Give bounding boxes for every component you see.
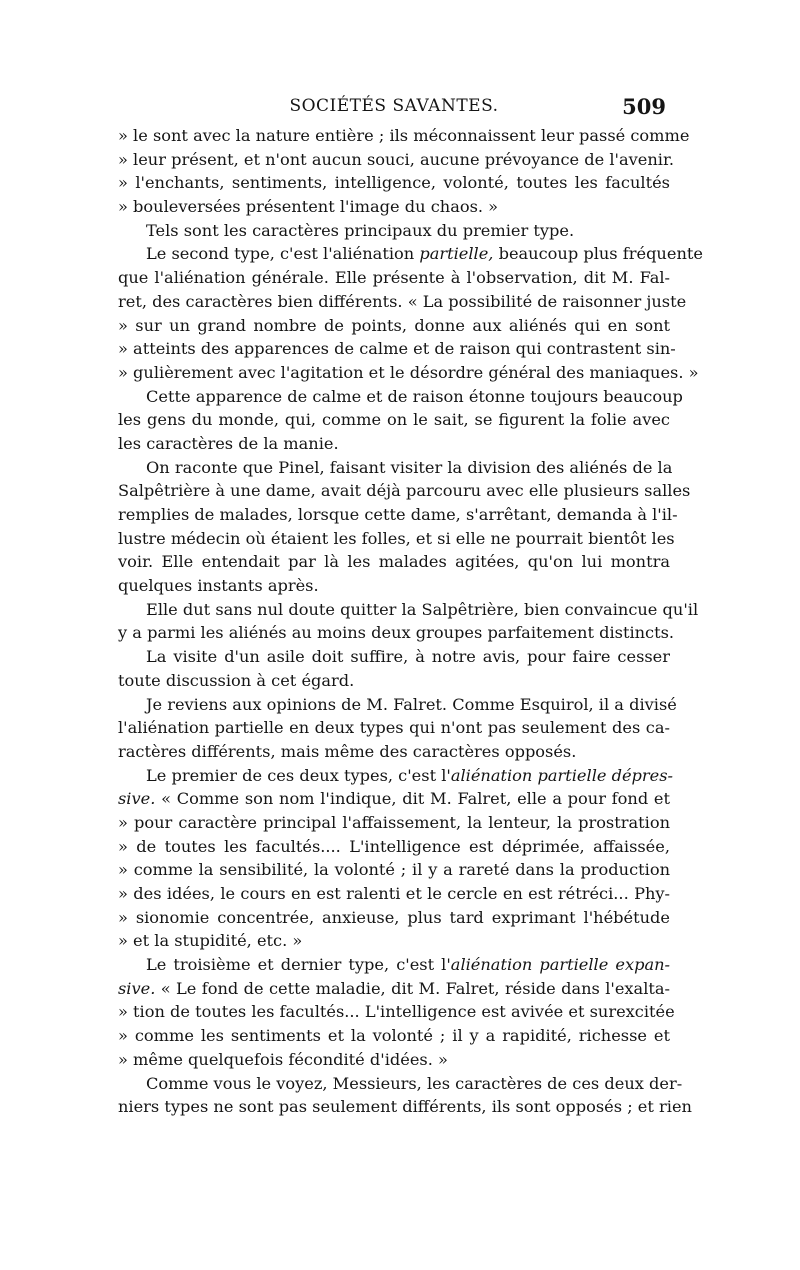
text-line: l'aliénation partielle en deux types qui n'ont pas seulement des ca-	[118, 718, 670, 738]
text-line: que l'aliénation générale. Elle présente à l'observation, dit M. Fal-	[118, 268, 670, 288]
text-line: Comme vous le voyez, Messieurs, les caractères de ces deux der-	[146, 1073, 683, 1093]
text-line: » tion de toutes les facultés... L'intelligence est avivée et surexcitée	[118, 1002, 675, 1022]
text-line: sive. « Le fond de cette maladie, dit M. Falret, réside dans l'exalta-	[118, 978, 670, 998]
text-line: Le second type, c'est l'aliénation partielle, beaucoup plus fréquente	[146, 244, 703, 264]
text-line: niers types ne sont pas seulement différents, ils sont opposés ; et rien	[118, 1097, 692, 1117]
text-line: » l'enchants, sentiments, intelligence, volonté, toutes les facultés	[118, 173, 670, 193]
text-line: les gens du monde, qui, comme on le sait, se figurent la folie avec	[118, 410, 670, 430]
page-header	[118, 94, 670, 124]
text-line: Le premier de ces deux types, c'est l'aliénation partielle dépres-	[146, 765, 673, 785]
page	[118, 94, 703, 1119]
text-line: les caractères de la manie.	[118, 433, 339, 453]
text-line: » pour caractère principal l'affaissement, la lenteur, la prostration	[118, 812, 670, 832]
text-line: Elle dut sans nul doute quitter la Salpêtrière, bien convaincue qu'il	[146, 599, 699, 619]
text-line: toute discussion à cet égard.	[118, 670, 355, 690]
italic-phrase: sive.	[118, 978, 156, 998]
italic-phrase: sive.	[118, 789, 156, 809]
text-line: sive. « Comme son nom l'indique, dit M. Falret, elle a pour fond et	[118, 789, 670, 809]
text-line: » gulièrement avec l'agitation et le désordre général des maniaques. »	[118, 362, 699, 382]
text-line: » de toutes les facultés.... L'intelligence est déprimée, affaissée,	[118, 836, 670, 856]
italic-phrase: aliénation partielle expan-	[450, 955, 670, 975]
text-line: Cette apparence de calme et de raison étonne toujours beaucoup	[146, 386, 683, 406]
text-line: ractères différents, mais même des caractères opposés.	[118, 741, 577, 761]
text-line: y a parmi les aliénés au moins deux groupes parfaitement distincts.	[118, 623, 675, 643]
text-line: » des idées, le cours en est ralenti et le cercle en est rétréci... Phy-	[118, 884, 670, 903]
text-line: » et la stupidité, etc. »	[118, 931, 303, 951]
text-line: » atteints des apparences de calme et de raison qui contrastent sin-	[118, 339, 676, 359]
text-line: Salpêtrière à une dame, avait déjà parcouru avec elle plusieurs salles	[118, 481, 691, 501]
text-line: La visite d'un asile doit suffire, à notre avis, pour faire cesser	[146, 647, 670, 667]
text-line: Tels sont les caractères principaux du premier type.	[146, 220, 575, 240]
text-line: » comme la sensibilité, la volonté ; il y a rareté dans la production	[118, 860, 670, 880]
text-line: remplies de malades, lorsque cette dame, s'arrêtant, demanda à l'il-	[118, 505, 678, 524]
running-head: SOCIÉTÉS SAVANTES.	[289, 96, 499, 116]
text-line: Le troisième et dernier type, c'est l'aliénation partielle expan-	[146, 955, 670, 975]
text-line: » leur présent, et n'ont aucun souci, aucune prévoyance de l'avenir.	[118, 149, 675, 169]
text-line: Je reviens aux opinions de M. Falret. Comme Esquirol, il a divisé	[146, 694, 677, 714]
text-line: voir. Elle entendait par là les malades agitées, qu'on lui montra	[118, 552, 670, 572]
text-line: On raconte que Pinel, faisant visiter la division des aliénés de la	[146, 457, 673, 477]
text-line: » bouleversées présentent l'image du chaos. »	[118, 197, 499, 217]
text-line: » le sont avec la nature entière ; ils méconnaissent leur passé comme	[118, 126, 690, 145]
italic-phrase: partielle,	[419, 244, 494, 264]
body-text	[118, 124, 703, 1119]
text-line: » sionomie concentrée, anxieuse, plus tard exprimant l'hébétude	[118, 907, 670, 927]
text-line: lustre médecin où étaient les folles, et si elle ne pourrait bientôt les	[118, 528, 675, 548]
text-line: quelques instants après.	[118, 576, 319, 596]
text-line: » comme les sentiments et la volonté ; il y a rapidité, richesse et	[118, 1026, 670, 1046]
page-number: 509	[622, 94, 666, 119]
text-line: ret, des caractères bien différents. « La possibilité de raisonner juste	[118, 291, 687, 311]
text-line: » sur un grand nombre de points, donne aux aliénés qui en sont	[118, 315, 670, 335]
text-line: » même quelquefois fécondité d'idées. »	[118, 1049, 448, 1069]
italic-phrase: aliénation partielle dépres-	[450, 765, 673, 785]
